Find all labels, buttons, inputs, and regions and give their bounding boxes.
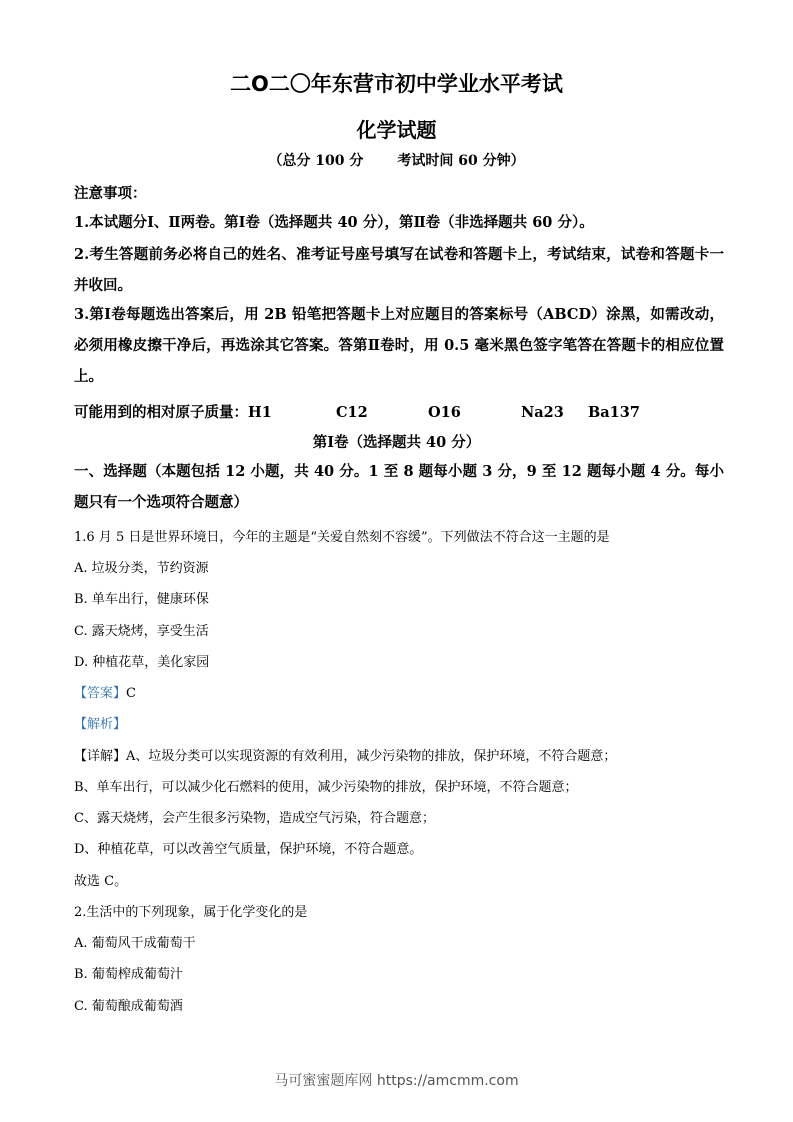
mass-na: Na23 xyxy=(521,404,564,421)
q1-detail-a xyxy=(74,745,616,764)
atomic-masses xyxy=(74,401,640,422)
note-2: 2.考生答题前务必将自己的姓名、准考证号座号填写在试卷和答题卡上，考试结束，试卷和答题卡一并收回。 xyxy=(74,246,724,294)
mass-c: C12 xyxy=(336,404,368,421)
note-1: 1.本试题分Ⅰ、Ⅱ两卷。第Ⅰ卷（选择题共 40 分），第Ⅱ卷（非选择题共 60 分）。 xyxy=(74,214,594,231)
exam-time: 考试时间 60 分钟） xyxy=(397,153,525,169)
mass-ba: Ba137 xyxy=(588,404,640,421)
q2-option-b: B. 葡萄榨成葡萄汁 xyxy=(74,967,183,982)
section-heading: 第Ⅰ卷（选择题共 40 分） xyxy=(312,434,481,451)
detail-a-text: A、垃圾分类可以实现资源的有效利用，减少污染物的排放，保护环境，不符合题意； xyxy=(126,749,617,764)
q2-option-c: C. 葡萄酿成葡萄酒 xyxy=(74,999,183,1014)
exam-subtitle: 化学试题 xyxy=(356,118,437,142)
q1-detail-c: C、露天烧烤，会产生很多污染物，造成空气污染，符合题意； xyxy=(74,811,435,826)
q1-conclusion: 故选 C。 xyxy=(74,874,128,889)
notes-heading: 注意事项： xyxy=(74,185,147,202)
note-3: 3.第Ⅰ卷每题选出答案后，用 2B 铅笔把答题卡上对应题目的答案标号（ABCD）涂黑，如需改动，必须用橡皮擦干净后，再选涂其它答案。答第Ⅱ卷时，用 0.5 毫米黑色签字笔答在答题卡的相应位置上。 xyxy=(74,306,724,385)
mass-o: O16 xyxy=(428,404,461,421)
total-score: （总分 100 分 xyxy=(268,153,364,169)
question-2-stem: 2.生活中的下列现象，属于化学变化的是 xyxy=(74,905,308,920)
site-watermark-footer: 马可蜜蜜题库网 https://amcmm.com xyxy=(274,1073,519,1089)
q1-option-a: A. 垃圾分类，节约资源 xyxy=(74,561,209,576)
answer-label: 【答案】 xyxy=(74,686,127,701)
q2-option-a: A. 葡萄风干成葡萄干 xyxy=(74,936,196,951)
score-time-line xyxy=(0,150,793,170)
question-1-stem: 1.6 月 5 日是世界环境日，今年的主题是“关爱自然刻不容缓”。下列做法不符合这一主题的是 xyxy=(74,530,610,545)
q1-option-c: C. 露天烧烤，享受生活 xyxy=(74,624,209,639)
q1-answer xyxy=(74,682,136,701)
q1-detail-d: D、种植花草，可以改善空气质量，保护环境，不符合题意。 xyxy=(74,842,423,857)
q1-option-b: B. 单车出行，健康环保 xyxy=(74,592,209,607)
exam-title: 二O二〇年东营市初中学业水平考试 xyxy=(230,72,563,96)
masses-label: 可能用到的相对原子质量： xyxy=(74,404,248,421)
detail-label: 【详解】 xyxy=(74,749,127,764)
mass-h: H1 xyxy=(248,404,272,421)
q1-detail-b: B、单车出行，可以减少化石燃料的使用，减少污染物的排放，保护环境，不符合题意； xyxy=(74,780,578,795)
q1-option-d: D. 种植花草，美化家园 xyxy=(74,655,210,670)
answer-value: C xyxy=(126,686,136,701)
analysis-label: 【解析】 xyxy=(74,717,127,732)
section-instructions: 一、选择题（本题包括 12 小题，共 40 分。1 至 8 题每小题 3 分，9 至 12 题每小题 4 分。每小题只有一个选项符合题意） xyxy=(74,463,724,511)
